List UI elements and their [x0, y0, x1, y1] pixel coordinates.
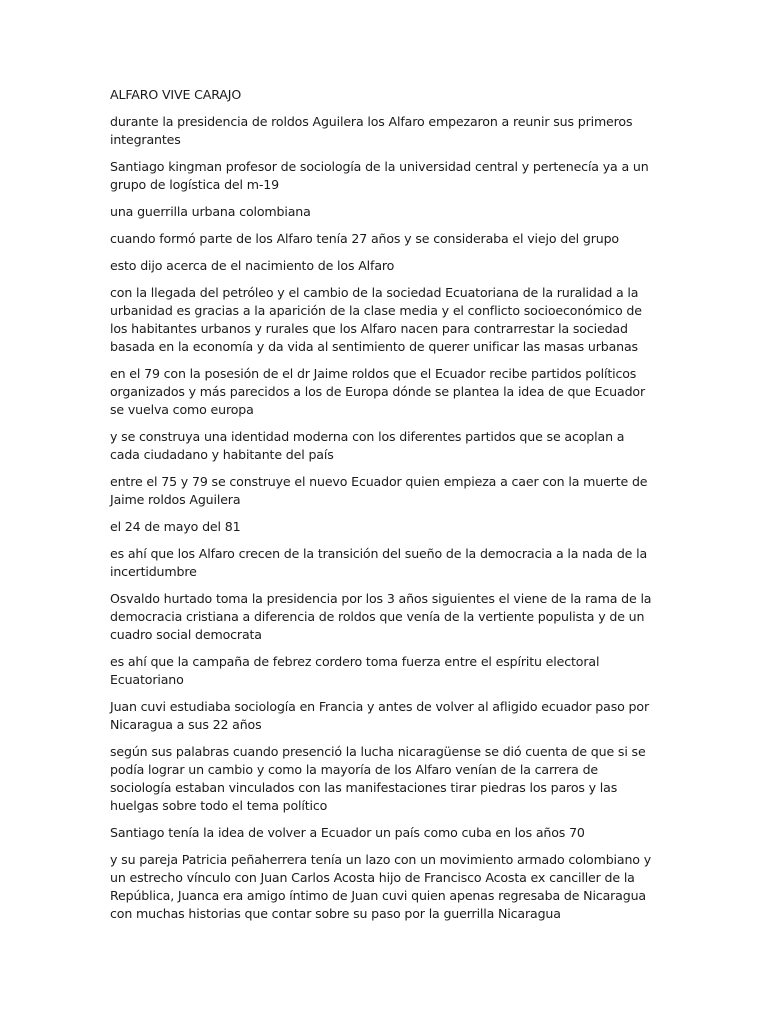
paragraph: una guerrilla urbana colombiana: [110, 204, 311, 219]
paragraph: durante la presidencia de roldos Aguilera los Alfaro empezaron a reunir sus primeros integrantes: [110, 114, 633, 147]
paragraph: es ahí que los Alfaro crecen de la transición del sueño de la democracia a la nada de la incertidumbre: [110, 546, 648, 579]
paragraph: en el 79 con la posesión de el dr Jaime roldos que el Ecuador recibe partidos políticos organizados y más parecidos a los de Europa dónde se plantea la idea de que Ecuador se vuelva como europa: [110, 366, 645, 417]
paragraph: Osvaldo hurtado toma la presidencia por los 3 años siguientes el viene de la rama de la democracia cristiana a diferencia de roldos que venía de la vertiente populista y de un cuadro social democrata: [110, 591, 652, 642]
paragraph: Juan cuvi estudiaba sociología en Francia y antes de volver al afligido ecuador paso por Nicaragua a sus 22 años: [110, 699, 649, 732]
paragraph: cuando formó parte de los Alfaro tenía 27 años y se consideraba el viejo del grupo: [110, 231, 619, 246]
document-body: [110, 86, 655, 932]
paragraph: y se construya una identidad moderna con los diferentes partidos que se acoplan a cada ciudadano y habitante del país: [110, 429, 625, 462]
paragraph: entre el 75 y 79 se construye el nuevo Ecuador quien empieza a caer con la muerte de Jaime roldos Aguilera: [110, 474, 648, 507]
paragraph: con la llegada del petróleo y el cambio de la sociedad Ecuatoriana de la ruralidad a la urbanidad es gracias a la aparición de la clase media y el conflicto socioeconómico de los habitantes urbanos y rurales que los Alfaro nacen para contrarrestar la sociedad basada en la economía y da vida al sentimiento de querer unificar las masas urbanas: [110, 285, 642, 354]
paragraph: según sus palabras cuando presenció la lucha nicaragüense se dió cuenta de que si se podía lograr un cambio y como la mayoría de los Alfaro venían de la carrera de sociología estaban vinculados con las manifestaciones tirar piedras los paros y las huelgas sobre todo el tema político: [110, 744, 646, 813]
paragraph: esto dijo acerca de el nacimiento de los Alfaro: [110, 258, 395, 273]
paragraph: Santiago tenía la idea de volver a Ecuador un país como cuba en los años 70: [110, 825, 585, 840]
paragraph: el 24 de mayo del 81: [110, 519, 241, 534]
document-title: ALFARO VIVE CARAJO: [110, 87, 242, 102]
paragraph: es ahí que la campaña de febrez cordero toma fuerza entre el espíritu electoral Ecuatoriano: [110, 654, 600, 687]
paragraph: y su pareja Patricia peñaherrera tenía un lazo con un movimiento armado colombiano y un estrecho vínculo con Juan Carlos Acosta hijo de Francisco Acosta ex canciller de la República, Juanca era amigo íntimo de Juan cuvi quien apenas regresaba de Nicaragua con muchas historias que contar sobre su paso por la guerrilla Nicaragua: [110, 852, 652, 921]
paragraph: Santiago kingman profesor de sociología de la universidad central y pertenecía ya a un grupo de logística del m-19: [110, 159, 649, 192]
